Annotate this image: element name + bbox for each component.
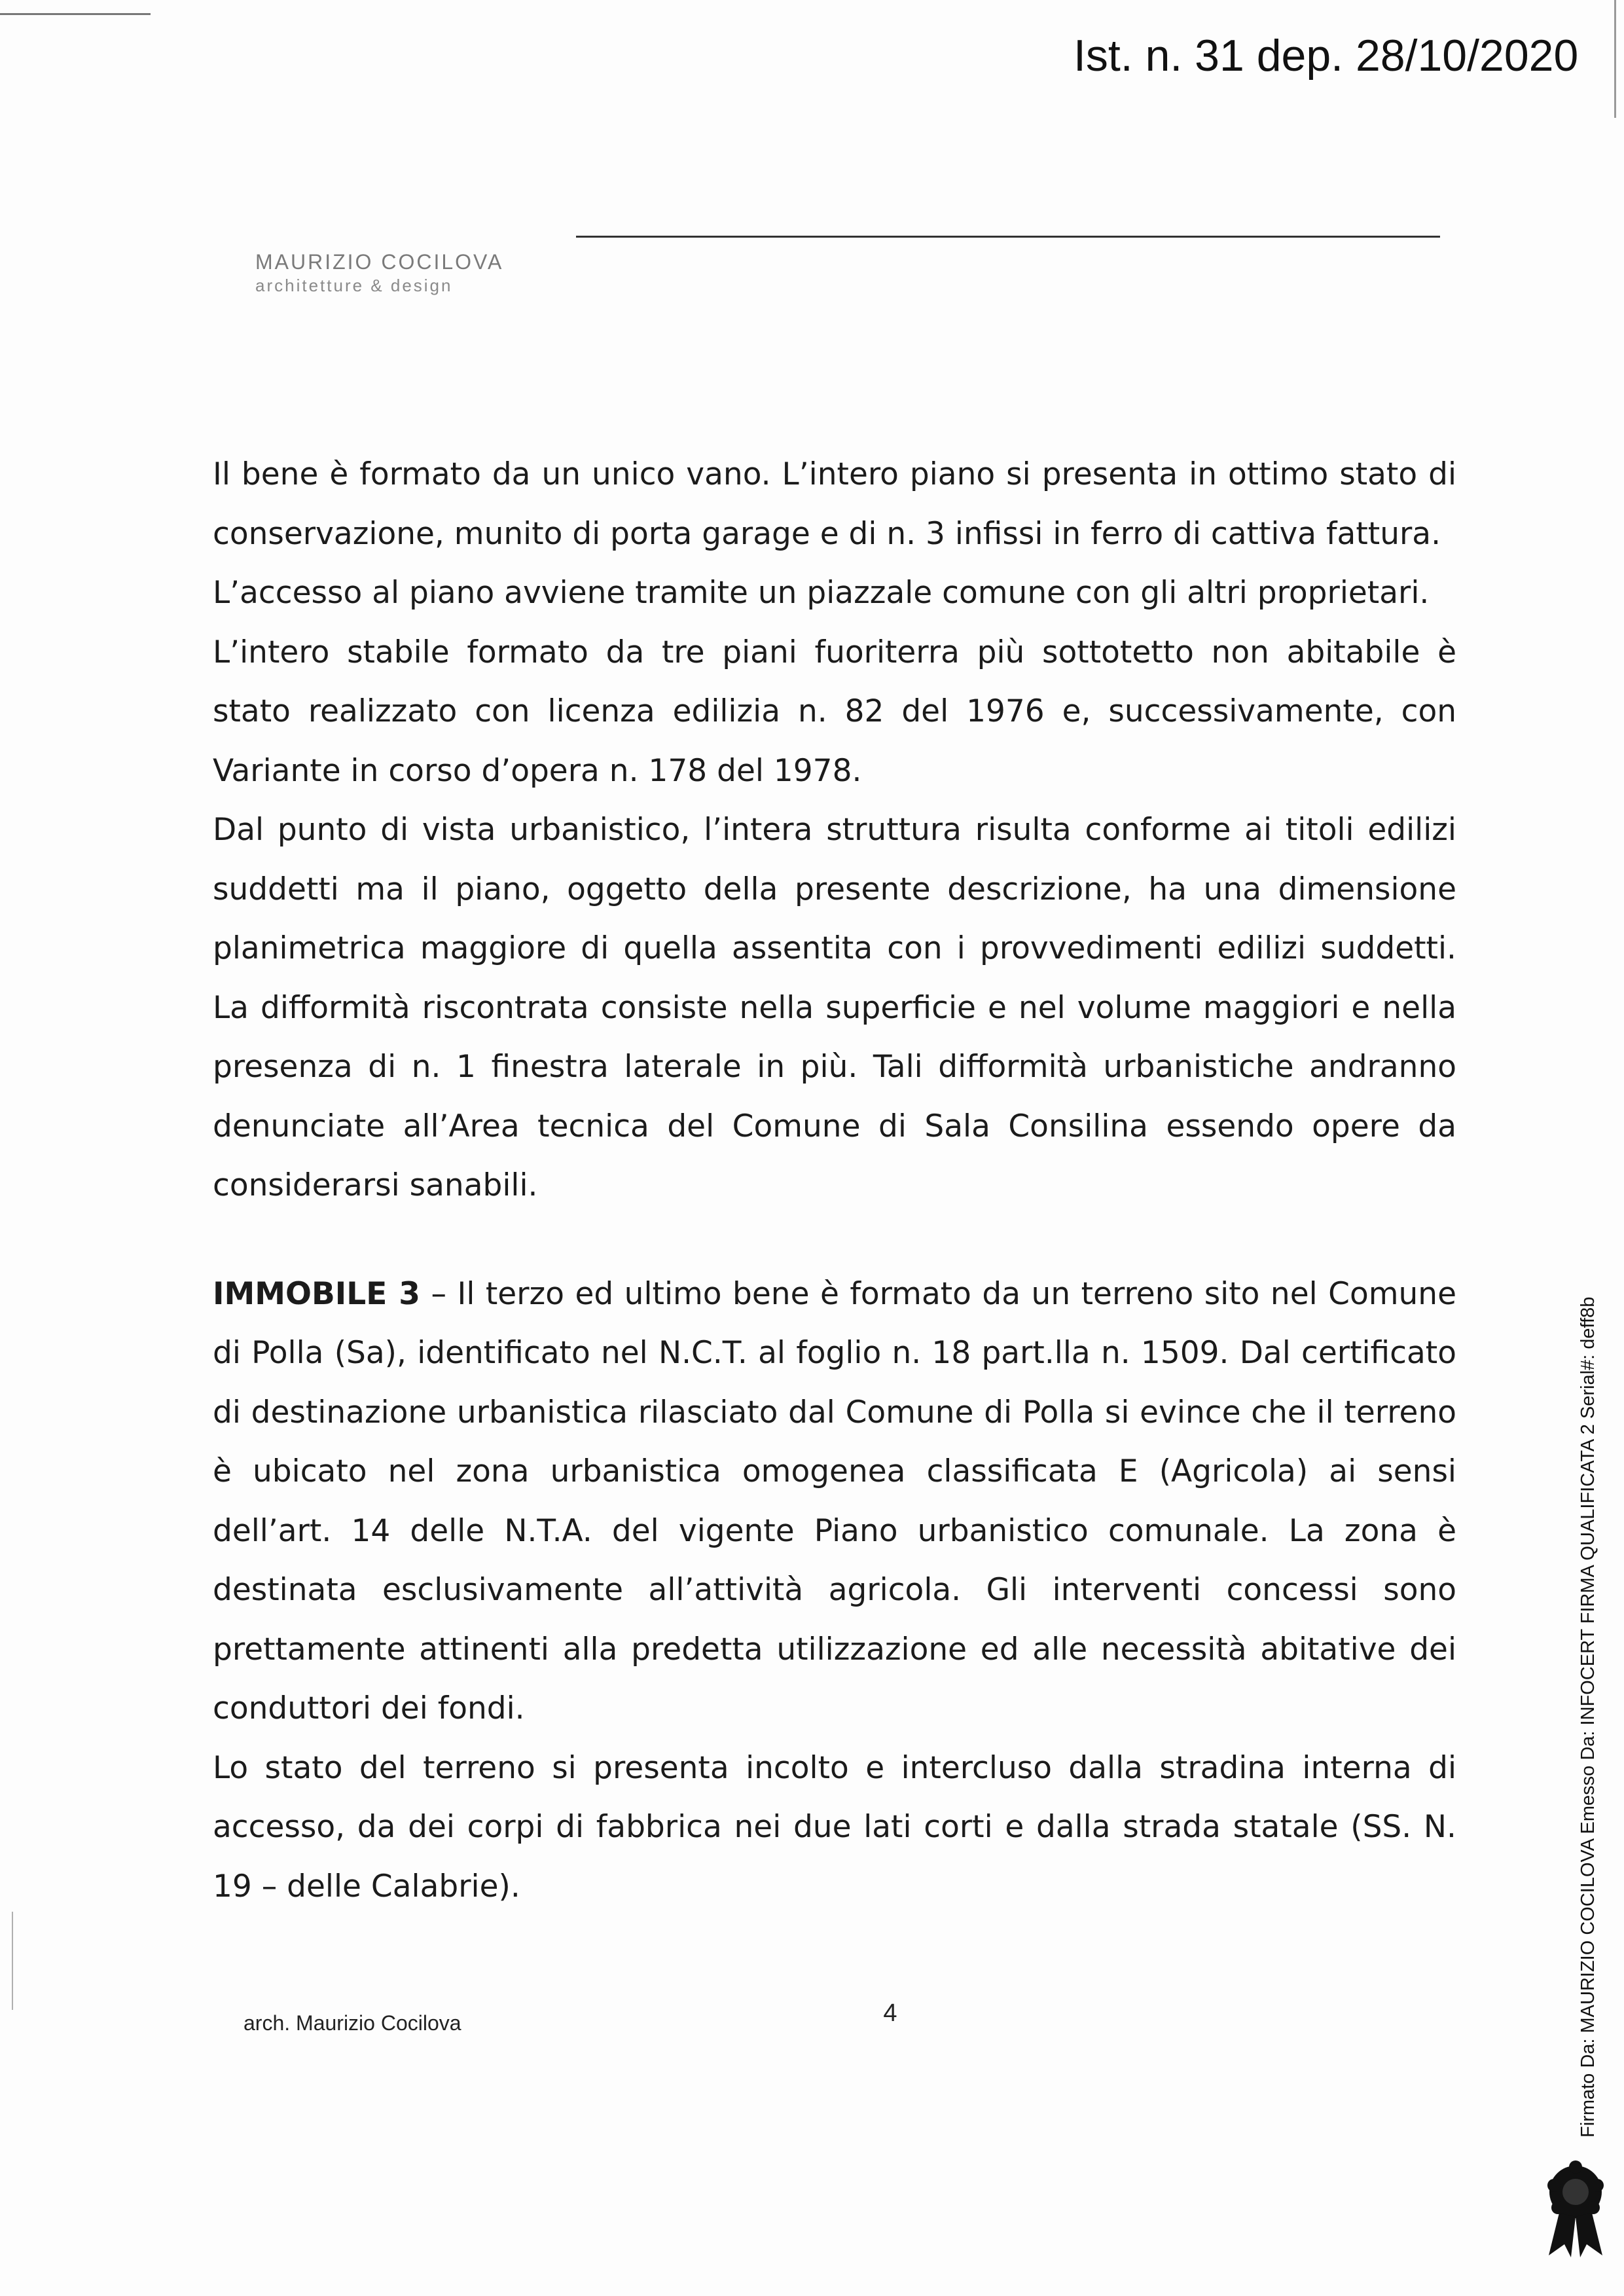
paragraph-urbanistica: Dal punto di vista urbanistico, l’intera struttura risulta conforme ai titoli edilizi suddetti ma il piano, oggetto della presente descrizione, ha una dimensione planimetrica maggiore di quella assentita con i provvedimenti edilizi suddetti. La difformità riscontrata consiste nella superficie e nel volume maggiori e nella presenza di n. 1 finestra laterale in più. Tali difformità urbanistiche andranno denunciate all’Area tecnica del Comune di Sala Consilina essendo opere da considerarsi sanabili. bbox=[213, 812, 1456, 1203]
scan-artifact-top bbox=[0, 13, 151, 15]
report-body bbox=[213, 445, 1456, 1916]
digital-signature-strip bbox=[1562, 1260, 1614, 2138]
page-number: 4 bbox=[883, 1999, 897, 2027]
studio-logo bbox=[255, 249, 530, 308]
paragraph-accesso: L’accesso al piano avviene tramite un piazzale comune con gli altri proprietari. bbox=[213, 575, 1430, 611]
digital-signature-text: Firmato Da: MAURIZIO COCILOVA Emesso Da: INFOCERT FIRMA QUALIFICATA 2 Serial#: deff8b bbox=[1578, 1296, 1598, 2138]
paragraph-immobile-3 bbox=[213, 1265, 1456, 1739]
logo-name: MAURIZIO COCILOVA bbox=[255, 250, 504, 274]
immobile-heading bbox=[213, 1276, 420, 1312]
deposit-stamp: Ist. n. 31 dep. 28/10/2020 bbox=[1074, 31, 1579, 81]
paragraph-gap bbox=[213, 1216, 1456, 1265]
scan-artifact-right bbox=[1614, 0, 1616, 118]
immobile-number: 3 bbox=[399, 1275, 420, 1312]
signature-seal-icon bbox=[1540, 2160, 1612, 2259]
paragraph-stato-terreno: Lo stato del terreno si presenta incolto e intercluso dalla stradina interna di accesso, da dei corpi di fabbrica nei due lati corti e dalla strada statale (SS. N. 19 – delle Calabrie). bbox=[213, 1749, 1456, 1904]
immobile-label: IMMOBILE bbox=[213, 1275, 388, 1312]
header-rule bbox=[576, 236, 1440, 238]
footer-author: arch. Maurizio Cocilova bbox=[244, 2011, 461, 2035]
immobile-3-text: – Il terzo ed ultimo bene è formato da un terreno sito nel Comune di Polla (Sa), identificato nel N.C.T. al foglio n. 18 part.lla n. 1509. Dal certificato di destinazione urbanistica rilasciato dal Comune di Polla si evince che il terreno è ubicato nel zona urbanistica omogenea classificata E (Agricola) ai sensi dell’art. 14 delle N.T.A. del vigente Piano urbanistico comunale. La zona è destinata esclusivamente all’attività agricola. Gli interventi concessi sono prettamente attinenti alla predetta utilizzazione ed alle necessità abitative dei conduttori dei fondi. bbox=[213, 1275, 1456, 1726]
paragraph-stabile: L’intero stabile formato da tre piani fuoriterra più sottotetto non abitabile è stato realizzato con licenza edilizia n. 82 del 1976 e, successivamente, con Variante in corso d’opera n. 178 del 1978. bbox=[213, 634, 1456, 789]
paragraph-bene-description: Il bene è formato da un unico vano. L’intero piano si presenta in ottimo stato di conservazione, munito di porta garage e di n. 3 infissi in ferro di cattiva fattura. bbox=[213, 456, 1456, 552]
scan-artifact-left bbox=[12, 1912, 13, 2010]
logo-subtitle: architetture & design bbox=[255, 276, 453, 295]
